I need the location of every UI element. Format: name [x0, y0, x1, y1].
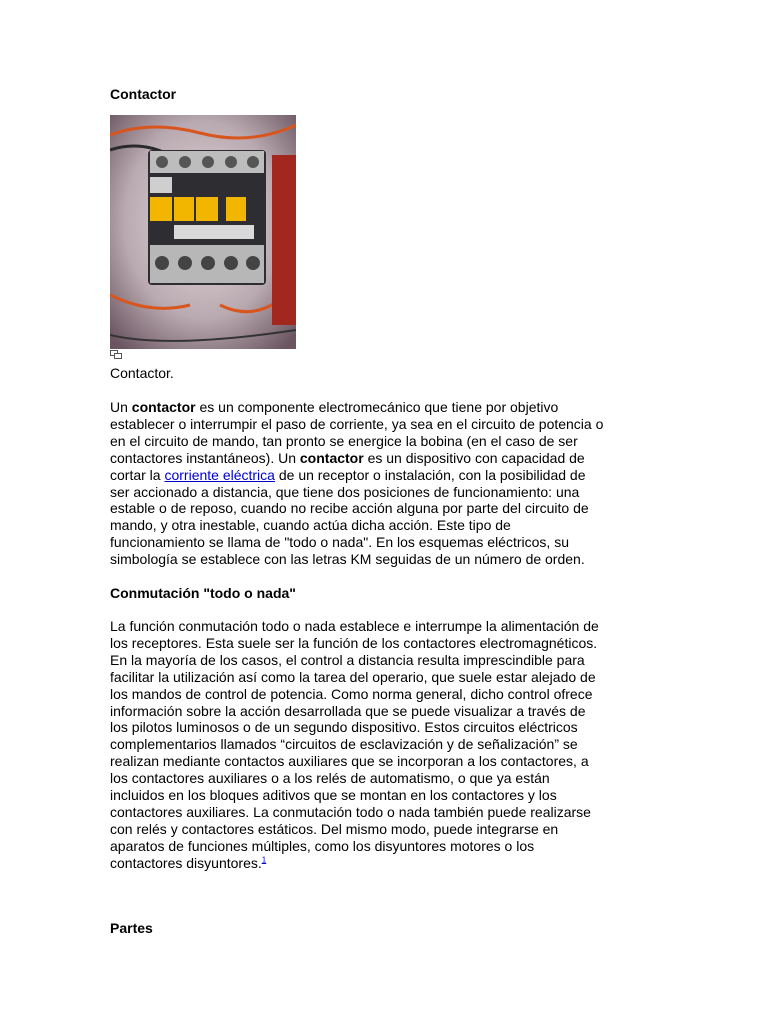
contactor-photo — [110, 115, 296, 349]
conmutacion-paragraph: La función conmutación todo o nada establece e interrumpe la alimentación de los receptores. Esta suele ser la función de los contactores electromagnéticos. En la mayoría de los casos, el control a distancia resulta imprescindible para facilitar la utilización así como la tarea del operario, que suele estar alejado de los mandos de control de potencia. Como norma general, dicho control ofrece información sobre la acción desarrollada que se puede visualizar a través de los pilotos luminosos o de un segundo dispositivo. Estos circuitos eléctricos complementarios llamados “circuitos de esclavización y de señalización” se realizan mediante contactos auxiliares que se incorporan a los contactores, a los contactores auxiliares o a los relés de automatismo, o que ya están incluidos en los bloques aditivos que se montan en los contactores y los contactores auxiliares. La conmutación todo o nada también puede realizarse con relés y contactores estáticos. Del mismo modo, puede integrarse en aparatos de funciones múltiples, como los disyuntores motores o los contactores disyuntores.$^1$ — [110, 618, 599, 871]
section-heading-partes: Partes — [110, 920, 153, 936]
section-heading-conmutacion: Conmutación "todo o nada" — [110, 585, 296, 601]
image-caption: Contactor. — [110, 365, 174, 381]
term-contactor: contactor — [299, 449, 364, 466]
footnote-link[interactable]: 1 — [261, 855, 267, 865]
intro-paragraph: Un contactor es un componente electromecánico que tiene por objetivo establecer o interrumpir el paso de corriente, ya sea en el circuito de potencia o en el circuito de mando, tan pronto se energice la bobina (en el caso de ser contactores instantáneos). Un contactor es un dispositivo con capacidad de cortar la corriente eléctrica de un receptor o instalación, con la posibilidad de ser accionado a distancia, que tiene dos posiciones de funcionamiento: una estable o de reposo, cuando no recibe acción alguna por parte del circuito de mando, y otra inestable, cuando actúa dicha acción. Este tipo de funcionamiento se llama de "todo o nada". En los esquemas eléctricos, su simbología se establece con las letras KM seguidas de un número de orden. — [110, 399, 604, 568]
term-contactor: contactor — [131, 399, 196, 415]
title-heading: Contactor — [110, 86, 177, 102]
image-placeholder-icon — [110, 350, 122, 359]
corriente-electrica-link[interactable]: corriente eléctrica — [164, 466, 275, 483]
